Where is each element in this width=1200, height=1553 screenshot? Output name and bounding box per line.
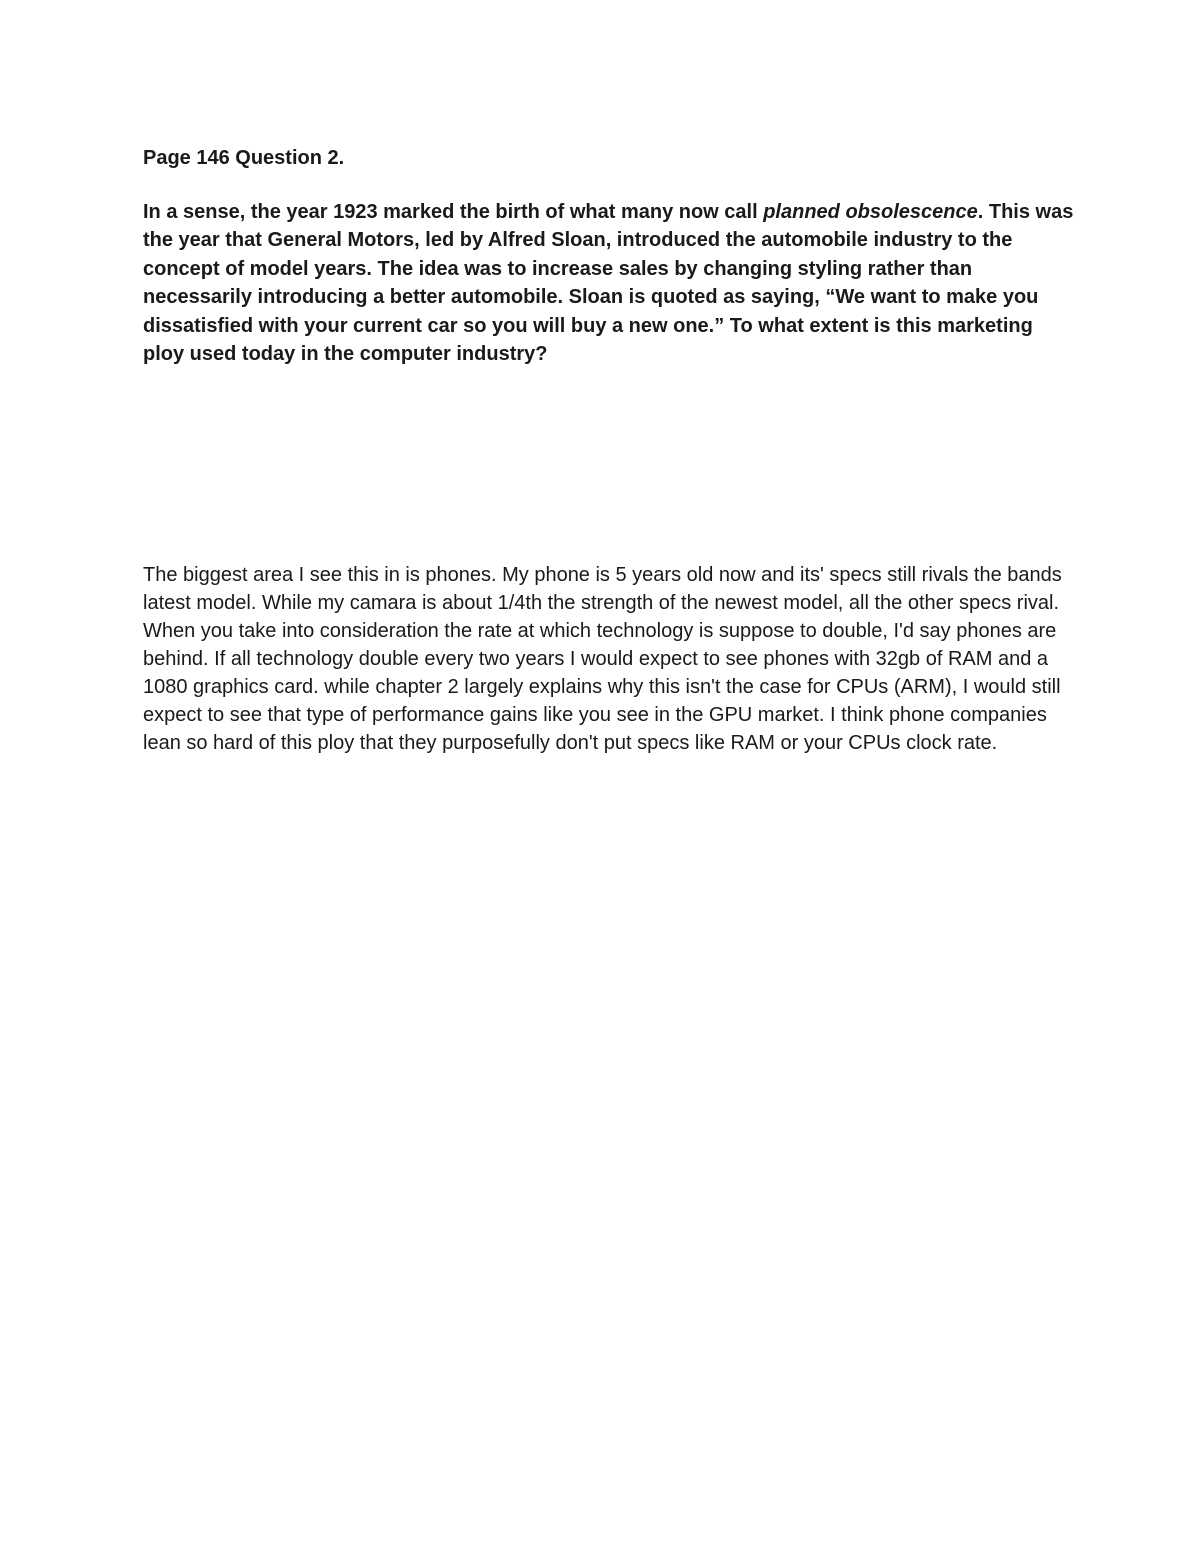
question-text-part1: In a sense, the year 1923 marked the birth of what many now call bbox=[143, 201, 764, 223]
question-text bbox=[143, 198, 1078, 368]
question-text-part2: . This was the year that General Motors, led by Alfred Sloan, introduced the automobile industry to the concept of model years. The idea was to increase sales by changing styling rather than necessarily introducing a better automobile. Sloan is quoted as saying, “We want to make you dissatisfied with your current car so you will buy a new one.” To what extent is this marketing ploy used today in the computer industry? bbox=[143, 201, 1074, 366]
question-italic-term: planned obsolescence bbox=[763, 201, 978, 223]
question-heading: Page 146 Question 2. bbox=[143, 147, 345, 169]
answer-text: The biggest area I see this in is phones. My phone is 5 years old now and its' specs still rivals the bands latest model. While my camara is about 1/4th the strength of the newest model, all the other specs rival. When you take into consideration the rate at which technology is suppose to double, I'd say phones are behind. If all technology double every two years I would expect to see phones with 32gb of RAM and a 1080 graphics card. while chapter 2 largely explains why this isn't the case for CPUs (ARM), I would still expect to see that type of performance gains like you see in the GPU market. I think phone companies lean so hard of this ploy that they purposefully don't put specs like RAM or your CPUs clock rate. bbox=[143, 564, 1062, 754]
